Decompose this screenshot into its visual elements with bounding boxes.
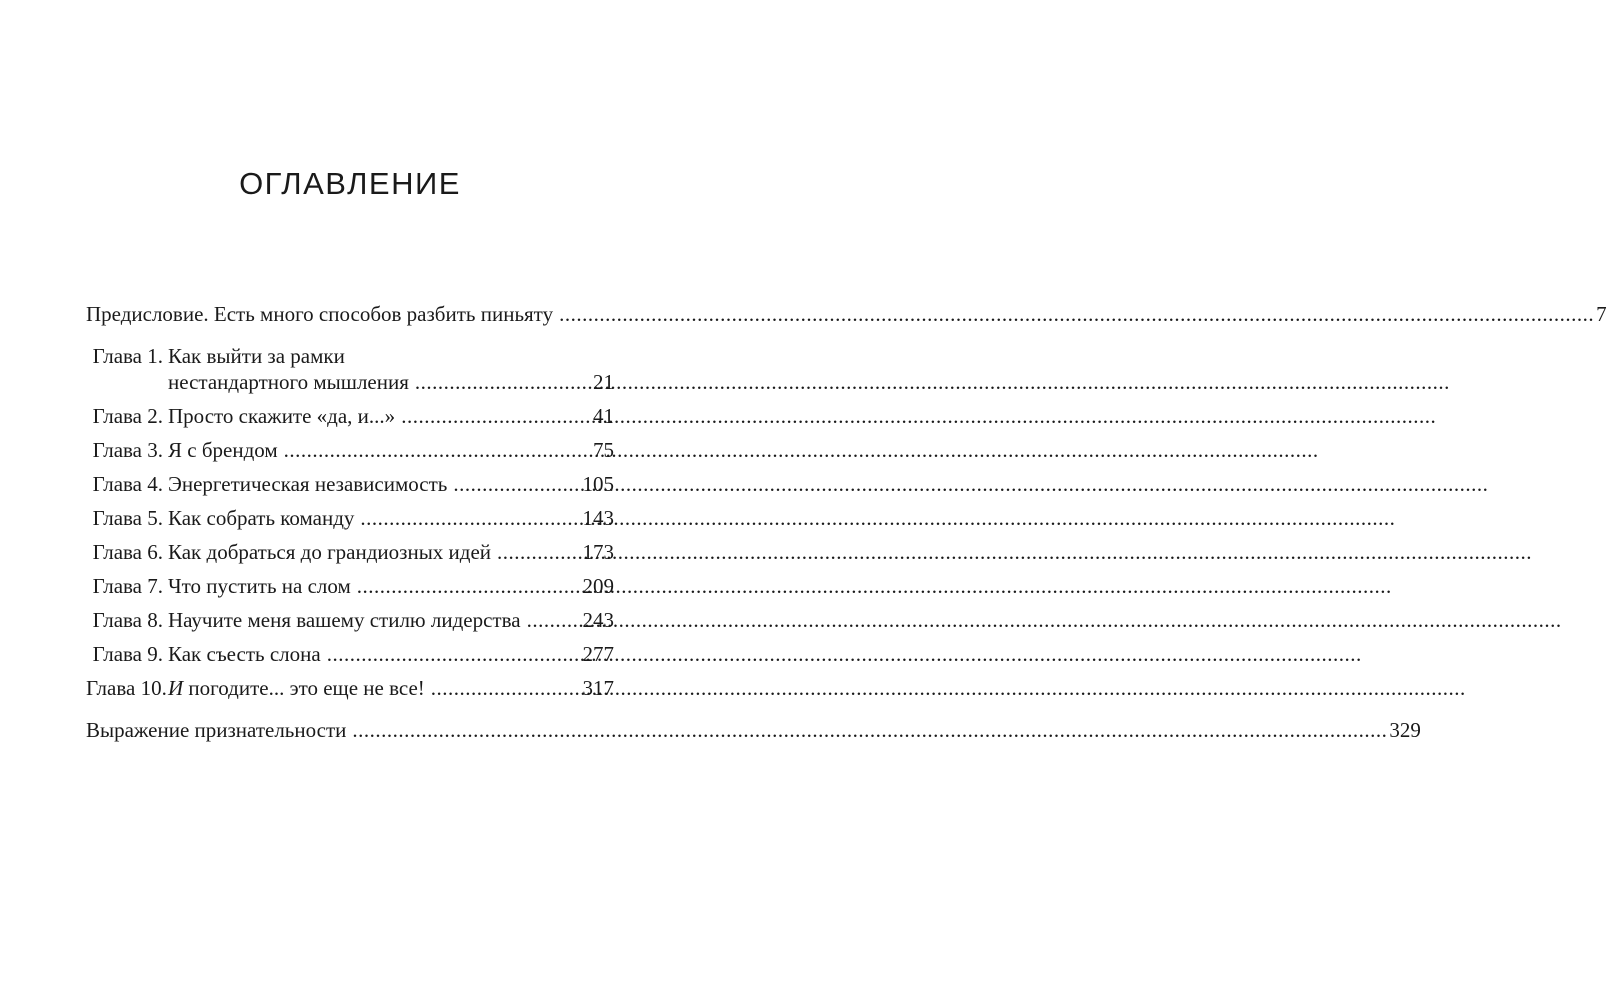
toc-entry-chapter-5[interactable]: [86, 505, 614, 531]
chapter-label: Глава 5.: [92, 506, 163, 530]
dot-leader: [401, 403, 591, 429]
dot-leader: [360, 505, 580, 531]
chapter-label: Глава 6.: [92, 540, 163, 564]
entry-title: Как съесть слона: [168, 642, 321, 666]
table-of-contents: [86, 301, 1607, 743]
page-title: ОГЛАВЛЕНИЕ: [239, 165, 461, 201]
entry-title-italic: И: [168, 676, 184, 700]
page-number: 243: [582, 608, 614, 632]
entry-title: Как добраться до грандиозных идей: [168, 540, 492, 564]
entry-title-line-2: нестандартного мышления: [168, 370, 409, 394]
chapter-label: Глава 2.: [92, 404, 163, 428]
toc-entry-chapter-6[interactable]: [86, 539, 614, 565]
chapter-label: Глава 8.: [92, 608, 163, 632]
chapter-label: Глава 3.: [92, 438, 163, 462]
chapter-label: Глава 9.: [92, 642, 163, 666]
dot-leader: [431, 675, 581, 701]
entry-title: Предисловие. Есть много способов разбить пиньяту: [86, 302, 554, 326]
entry-title: Как собрать команду: [168, 506, 355, 530]
toc-entry-chapter-1[interactable]: [86, 343, 614, 395]
page-number: 143: [582, 506, 614, 530]
chapter-label: Глава 10.: [86, 676, 167, 700]
toc-entry-chapter-3[interactable]: [86, 437, 614, 463]
page-number: 329: [1389, 718, 1421, 742]
entry-title-line-1: Как выйти за рамки: [168, 344, 345, 368]
dot-leader: [415, 369, 591, 395]
page-number: 317: [582, 676, 614, 700]
dot-leader: [527, 607, 581, 633]
dot-leader: [559, 301, 1594, 327]
entry-title-rest: погодите... это еще не все!: [183, 676, 425, 700]
page-number: 277: [582, 642, 614, 666]
entry-title: Выражение признательности: [86, 718, 347, 742]
entry-title: Просто скажите «да, и...»: [168, 404, 396, 428]
page-number: 75: [593, 438, 614, 462]
dot-leader: [497, 539, 580, 565]
dot-leader: [327, 641, 581, 667]
toc-entry-chapter-4[interactable]: [86, 471, 614, 497]
chapter-label: Глава 7.: [92, 574, 163, 598]
entry-title: Научите меня вашему стилю лидерства: [168, 608, 521, 632]
toc-entry-acknowledgments[interactable]: [86, 717, 1421, 743]
toc-entry-chapter-2[interactable]: [86, 403, 614, 429]
page-number: 7: [1596, 302, 1607, 326]
entry-title: Энергетическая независимость: [168, 472, 448, 496]
toc-entry-preface[interactable]: [86, 301, 1607, 327]
entry-title: [168, 675, 425, 701]
page-number: 21: [593, 370, 614, 394]
chapter-label: Глава 4.: [92, 472, 163, 496]
toc-entry-chapter-8[interactable]: [86, 607, 614, 633]
dot-leader: [352, 717, 1387, 743]
toc-entry-chapter-9[interactable]: [86, 641, 614, 667]
toc-entry-chapter-7[interactable]: [86, 573, 614, 599]
entry-title: Что пустить на слом: [168, 574, 351, 598]
dot-leader: [284, 437, 591, 463]
page-number: 105: [582, 472, 614, 496]
page-number: 209: [582, 574, 614, 598]
page-number: 173: [582, 540, 614, 564]
dot-leader: [357, 573, 581, 599]
dot-leader: [453, 471, 580, 497]
page-number: 41: [593, 404, 614, 428]
toc-entry-chapter-10[interactable]: [86, 675, 614, 701]
entry-title: Я с брендом: [168, 438, 278, 462]
chapter-label: Глава 1.: [92, 344, 163, 368]
